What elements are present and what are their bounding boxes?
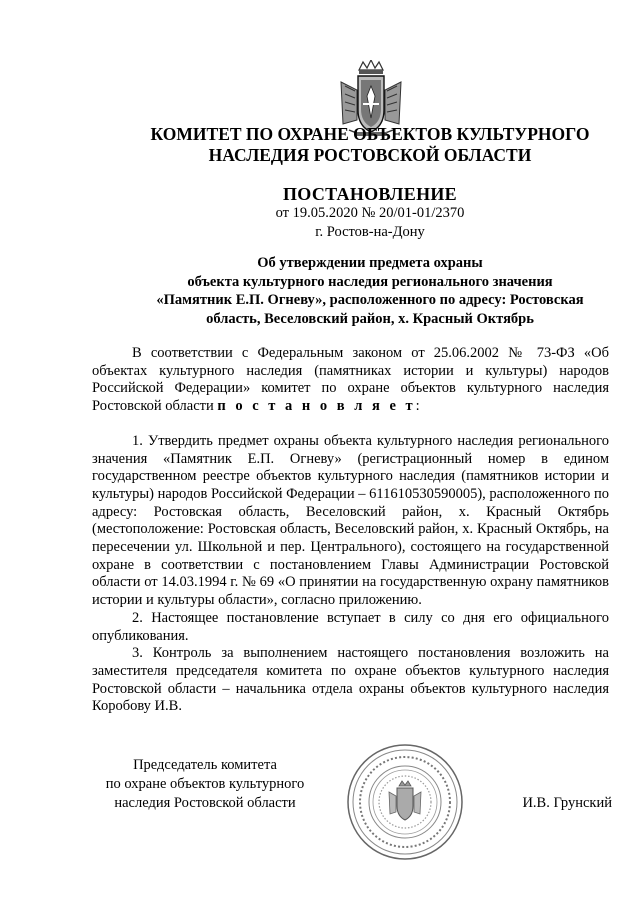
signatory-title-line: наследия Ростовской области (114, 795, 296, 811)
preamble-text: В соответствии с Федеральным законом от 25.06.2002 № 73-ФЗ «Об объектах культурного наследия (памятниках истории и культуры) народов Российской Федерации» комитет по охране объектов культурного наследия Ростовской области (92, 345, 609, 415)
item-1-paragraph: 1. Утвердить предмет охраны объекта культурного наследия регионального значения «Памятник Е.П. Огневу» (регистрационный номер в едином государственном реестре объектов культурного наследия (памятников истории и культуры) народов Российской Федерации – 611610530590005), расположенного по адресу: Ростовская область, Веселовский район, х. Красный Октябрь (местоположение: Ростовская область, Веселовский район, х. Красный Октябрь, на пересечении ул. Школьной и пер. Центрального), состоящего на государственной охране в соответствии с постановлением Главы Администрации Ростовской области от 14.03.1994 г. № 69 «О принятии на государственную охрану памятников истории и культуры области», согласно приложению. (92, 432, 609, 609)
committee-title-line: КОМИТЕТ ПО ОХРАНЕ ОБЪЕКТОВ КУЛЬТУРНОГО (150, 124, 590, 144)
committee-title-line: НАСЛЕДИЯ РОСТОВСКОЙ ОБЛАСТИ (208, 145, 532, 165)
resolves-colon: : (415, 398, 420, 415)
committee-title (100, 124, 640, 166)
subject-line: объекта культурного наследия регионального значения (187, 273, 553, 290)
document-meta (100, 204, 640, 242)
document-type: ПОСТАНОВЛЕНИЕ (283, 184, 457, 204)
preamble-paragraph (92, 345, 609, 416)
item-2-paragraph: 2. Настоящее постановление вступает в силу со дня его официального опубликования. (92, 609, 609, 644)
document-date-number: от 19.05.2020 № 20/01-01/2370 (275, 205, 465, 221)
document-body (92, 345, 609, 716)
signatory-name: И.В. Грунский (522, 795, 612, 811)
signatory-title-line: Председатель комитета (133, 757, 277, 773)
resolves-word: п о с т а н о в л я е т (217, 398, 416, 415)
signatory-title-line: по охране объектов культурного (105, 776, 305, 792)
official-seal-icon (345, 742, 465, 862)
document-subject (100, 254, 640, 328)
subject-line: Об утверждении предмета охраны (257, 255, 483, 271)
document-city: г. Ростов-на-Дону (315, 224, 425, 240)
signatory-title (60, 756, 350, 813)
subject-line: область, Веселовский район, х. Красный Октябрь (206, 310, 534, 327)
subject-line: «Памятник Е.П. Огневу», расположенного по адресу: Ростовская (156, 292, 584, 308)
item-3-paragraph: 3. Контроль за выполнением настоящего постановления возложить на заместителя председателя комитета по охране объектов культурного наследия Ростовской области – начальника отдела охраны объектов культурного наследия Коробову И.В. (92, 645, 609, 715)
